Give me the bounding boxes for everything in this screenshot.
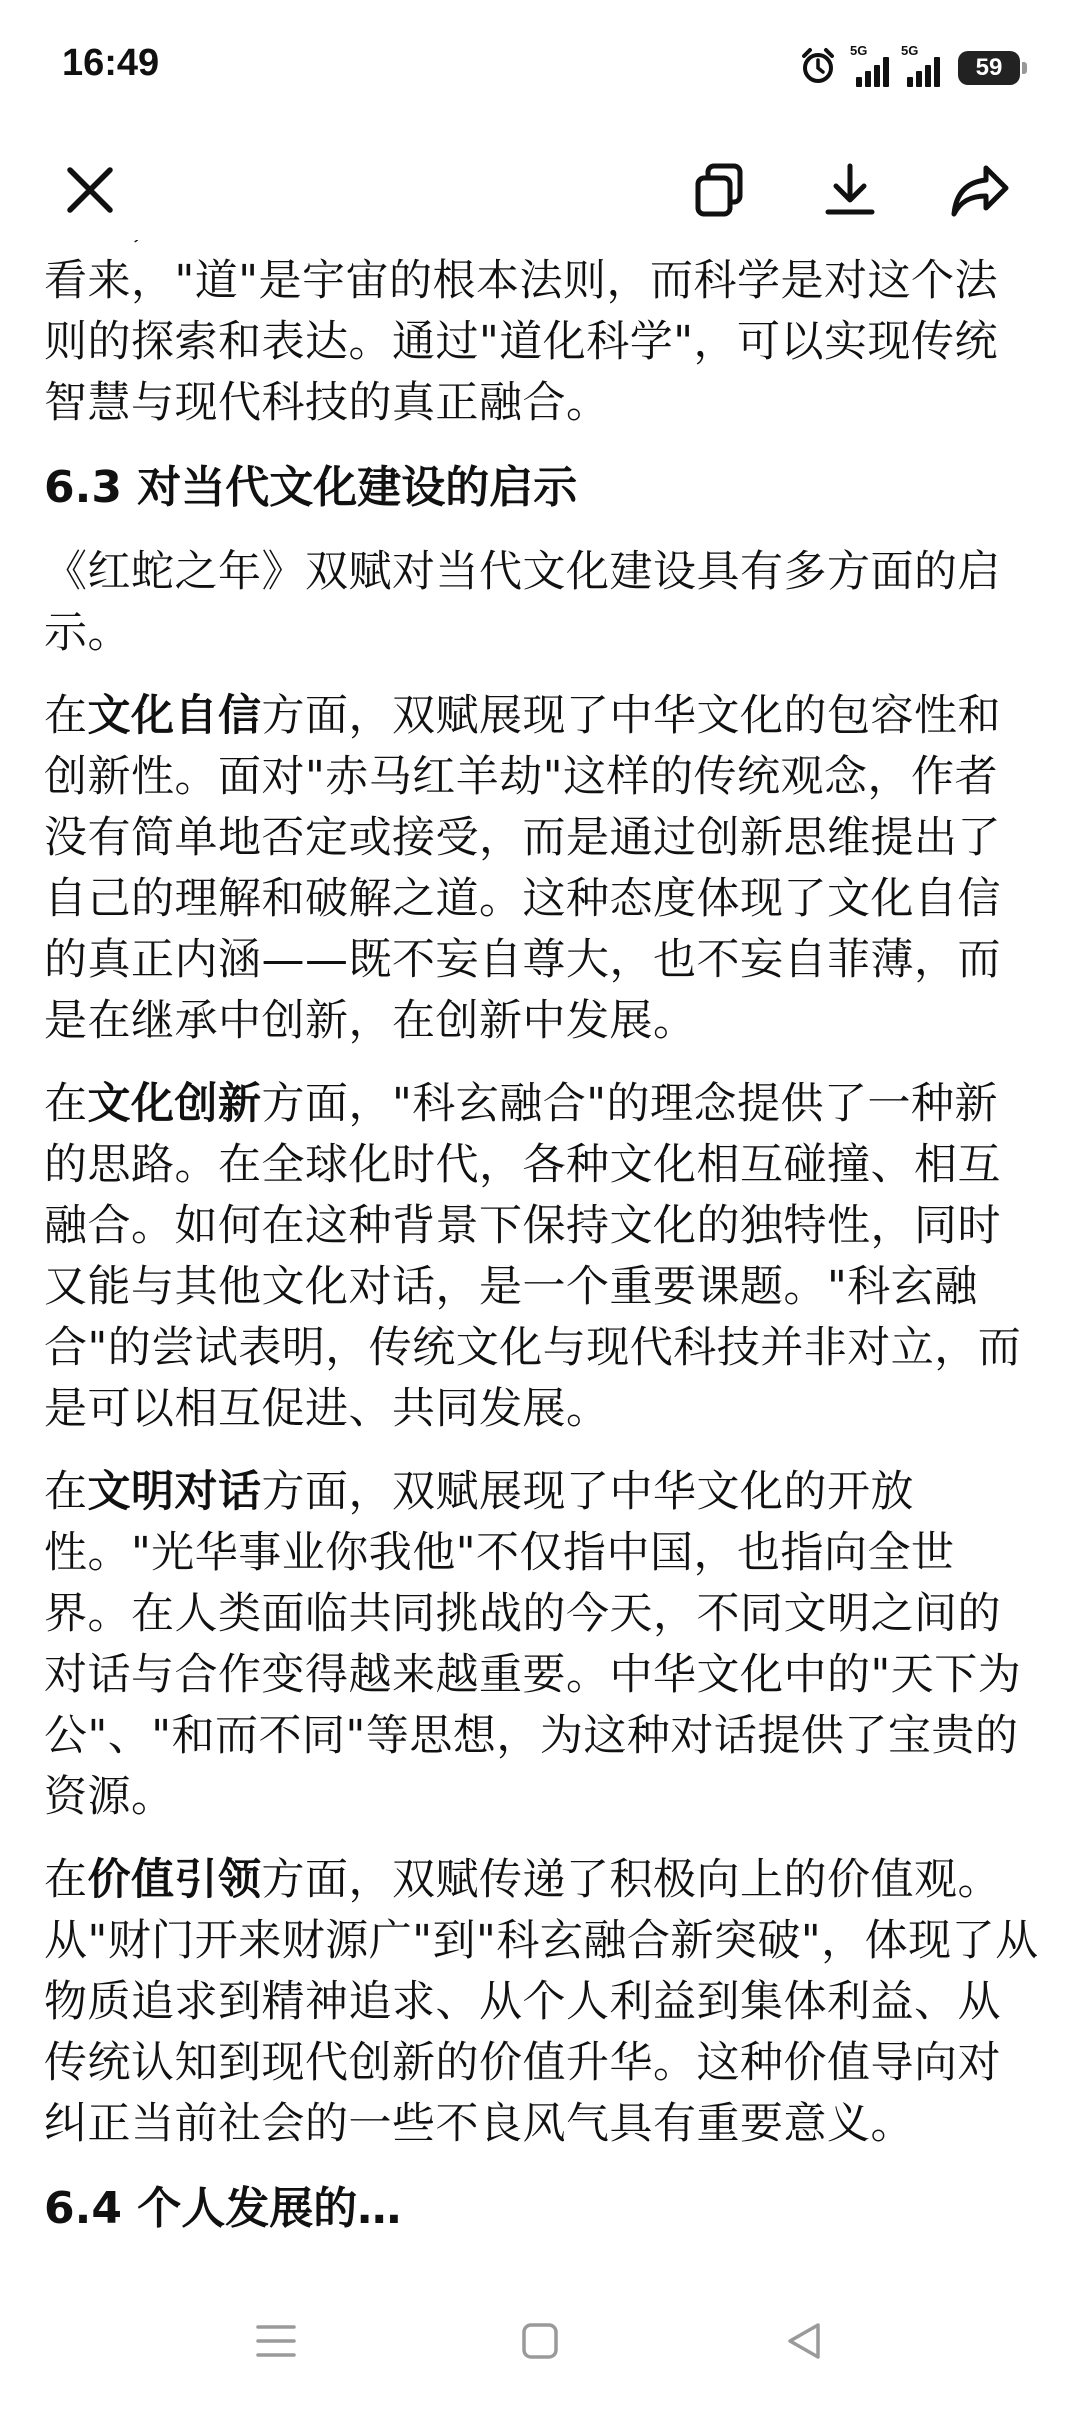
paragraph-text: 方面，双赋展现了中华文化的包容性和创新性。面对"赤马红羊劫"这样的传统观念，作者没有简单地否定或接受，而是通过创新思维提出了自己的理解和破解之道。这种态度体现了文化自信的真正内涵——既不妄自尊大，也不妄自菲薄，而是在继承中创新，在创新中发展。 [44,691,1001,1046]
paragraph-prefix: 在 [44,1855,88,1905]
network-type-1: 5G [850,43,868,58]
bold-term: 价值引领 [87,1855,262,1905]
back-button[interactable] [764,2306,844,2376]
recents-button[interactable] [236,2306,316,2376]
download-icon [820,160,880,220]
paragraph-value-guidance [44,1850,1040,2155]
menu-icon [254,2321,298,2361]
paragraph-prefix: 在 [44,691,88,741]
paragraph-cultural-confidence [44,686,1040,1052]
paragraph-text: 方面，双赋传递了积极向上的价值观。从"财门开来财源广"到"科玄融合新突破"，体现了从物质追求到精神追求、从个人利益到集体利益、从传统认知到现代创新的价值升华。这种价值导向对纠正当前社会的一些不良风气具有重要意义。 [44,1855,1039,2149]
share-button[interactable] [940,150,1020,230]
status-bar [0,0,1080,140]
battery-level: 59 [975,54,1003,81]
paragraph-text: 方面，双赋展现了中华文化的开放性。"光华事业你我他"不仅指中国，也指向全世界。在人类面临共同挑战的今天，不同文明之间的对话与合作变得越来越重要。中华文化中的"天下为公"、"和而不同"等思想，为这种对话提供了宝贵的资源。 [44,1467,1022,1822]
article-content[interactable] [44,200,1040,2260]
bold-term: 文明对话 [87,1467,262,1517]
download-button[interactable] [810,150,890,230]
copy-button[interactable] [680,150,760,230]
alarm-icon [798,46,838,90]
paragraph-lead: 《红蛇之年》双赋对当代文化建设具有多方面的启示。 [44,547,1001,658]
article-body [44,220,1040,2260]
signal-icon [850,43,889,87]
back-icon [784,2321,824,2361]
section-heading: 6.3 对当代文化建设的启示 [44,462,578,513]
paragraph-cultural-innovation [44,1074,1040,1440]
system-nav-bar [0,2270,1080,2412]
battery-icon [958,51,1020,85]
paragraph-civilization-dialogue [44,1462,1040,1828]
copy-icon [690,160,750,220]
top-toolbar [0,140,1080,240]
network-type-2: 5G [901,43,919,58]
close-icon [64,164,116,216]
home-icon [520,2321,560,2361]
home-button[interactable] [500,2306,580,2376]
bold-term: 文化创新 [87,1079,262,1129]
paragraph-prefix: 在 [44,1079,88,1129]
paragraph-text: 方面，"科玄融合"的理念提供了一种新的思路。在全球化时代，各种文化相互碰撞、相互融合。如何在这种背景下保持文化的独特性，同时又能与其他文化对话，是一个重要课题。"科玄融合"的尝试表明，传统文化与现代科技并非对立，而是可以相互促进、共同发展。 [44,1079,1022,1434]
signal-icon [901,43,940,87]
share-icon [948,160,1012,220]
paragraph-prefix: 在 [44,1467,88,1517]
status-time: 16:49 [62,42,160,84]
next-section-heading: 6.4 个人发展的… [44,2183,402,2234]
status-icons [798,44,1020,92]
paragraph-intro: 看来，"道"是宇宙的根本法则，而科学是对这个法则的探索和表达。通过"道化科学"，可以实现传统智慧与现代科技的真正融合。 [44,256,999,428]
bold-term: 文化自信 [87,691,262,741]
close-button[interactable] [50,150,130,230]
